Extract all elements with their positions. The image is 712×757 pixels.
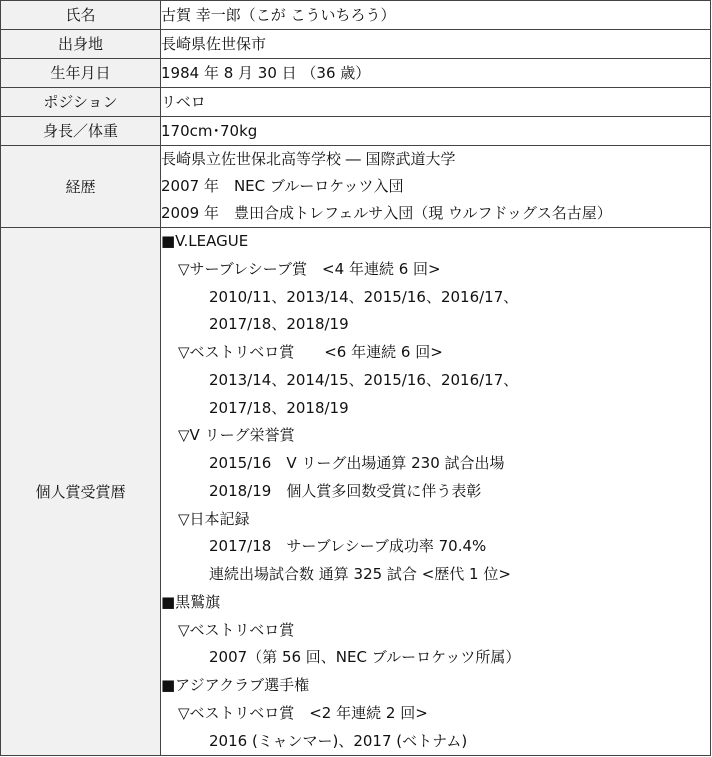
award-detail: 2007（第 56 回、NEC ブルーロケッツ所属） [209,648,521,667]
award-category: ■黒鷲旗 [161,592,221,611]
value-birthplace: 長崎県佐世保市 [161,30,711,59]
label-career: 経歴 [1,146,161,228]
row-career [1,146,711,228]
career-line: 2009 年 豊田合成トレフェルサ入団（現 ウルフドッグス名古屋） [161,204,612,222]
award-title: ▽V リーグ栄誉賞 [178,426,295,445]
label-awards: 個人賞受賞暦 [1,228,161,756]
award-detail: 2016 (ミャンマー)、2017 (ベトナム) [209,731,468,750]
award-detail: 2017/18、2018/19 [209,398,349,417]
award-category: ■V.LEAGUE [161,232,249,250]
label-position: ポジション [1,88,161,117]
label-name: 氏名 [1,1,161,30]
award-detail: 2017/18 サーブレシーブ成功率 70.4% [209,537,487,556]
award-detail: 2013/14、2014/15、2015/16、2016/17、 [209,370,519,389]
value-awards [161,228,711,756]
row-position [1,88,711,117]
award-detail: 2018/19 個人賞多回数受賞に伴う表彰 [209,481,482,500]
row-physique [1,117,711,146]
award-title: ▽ベストリベロ賞 [178,620,295,639]
value-birthdate: 1984 年 8 月 30 日 （36 歳） [161,59,711,88]
award-detail: 2017/18、2018/19 [209,315,349,334]
award-detail: 連続出場試合数 通算 325 試合 <歴代 1 位> [209,565,511,583]
career-line: 2007 年 NEC ブルーロケッツ入団 [161,177,404,195]
award-title: ▽日本記録 [178,509,250,528]
award-detail: 2010/11、2013/14、2015/16、2016/17、 [209,287,519,306]
row-awards [1,228,711,756]
value-name: 古賀 幸一郎（こが こういちろう） [161,1,711,30]
row-birthdate [1,59,711,88]
value-position: リベロ [161,88,711,117]
award-title: ▽ベストリベロ賞 <2 年連続 2 回> [178,703,428,722]
label-birthdate: 生年月日 [1,59,161,88]
value-physique: 170cm･70kg [161,117,711,146]
career-line: 長崎県立佐世保北高等学校 ― 国際武道大学 [161,150,456,168]
label-birthplace: 出身地 [1,30,161,59]
row-birthplace [1,30,711,59]
award-category: ■アジアクラブ選手権 [161,676,310,694]
value-career [161,146,711,228]
award-title: ▽サーブレシーブ賞 <4 年連続 6 回> [178,259,441,278]
label-physique: 身長／体重 [1,117,161,146]
award-title: ▽ベストリベロ賞 <6 年連続 6 回> [178,343,443,361]
award-detail: 2015/16 V リーグ出場通算 230 試合出場 [209,454,505,472]
row-name [1,1,711,30]
